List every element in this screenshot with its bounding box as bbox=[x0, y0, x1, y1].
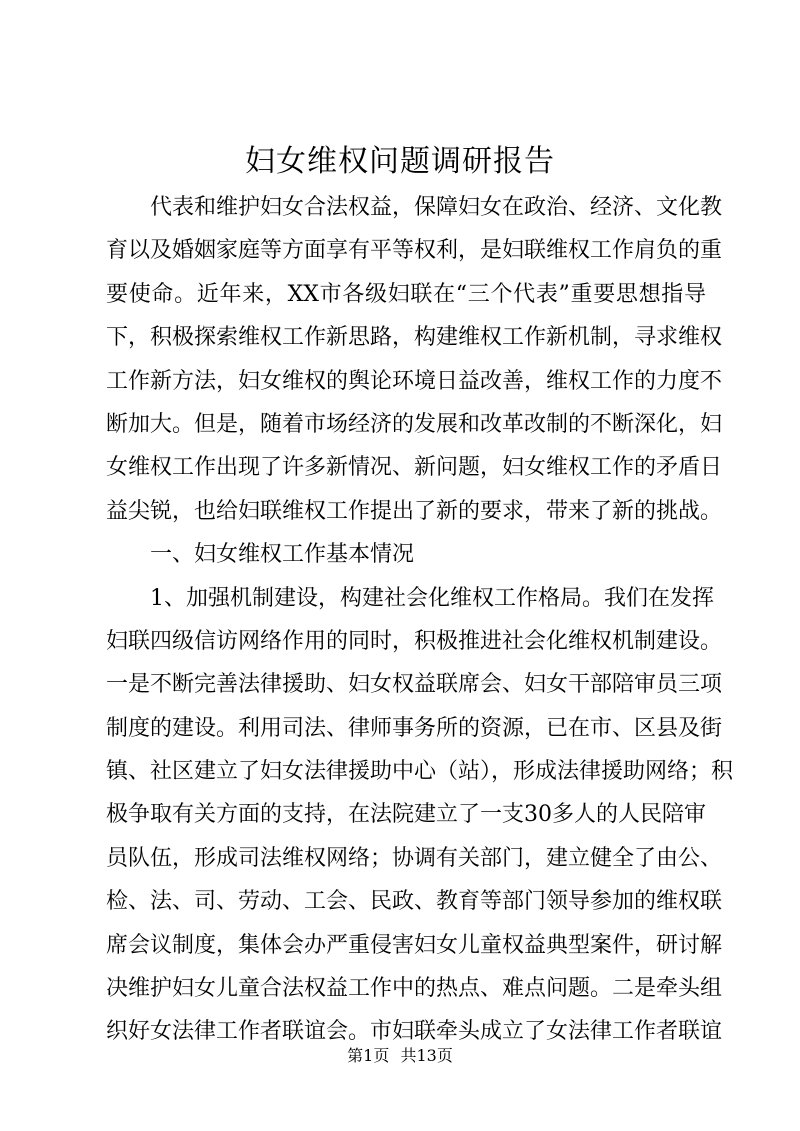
page-number: 第1页 bbox=[347, 1046, 390, 1065]
document-title: 妇女维权问题调研报告 bbox=[245, 144, 555, 179]
paragraph-line: 1、加强机制建设，构建社会化维权工作格局。我们在发挥 bbox=[150, 585, 714, 611]
paragraph-line: 一是不断完善法律援助、妇女权益联席会、妇女干部陪审员三项 bbox=[106, 672, 723, 698]
page-footer bbox=[0, 1046, 800, 1066]
page-total: 共13页 bbox=[400, 1046, 453, 1065]
paragraph-line: 工作新方法，妇女维权的舆论环境日益改善，维权工作的力度不 bbox=[106, 368, 723, 394]
paragraph-line: 妇联四级信访网络作用的同时，积极推进社会化维权机制建设。 bbox=[106, 628, 723, 654]
paragraph-line: 检、法、司、劳动、工会、民政、教育等部门领导参加的维权联 bbox=[106, 889, 723, 915]
paragraph-line: 益尖锐，也给妇联维权工作提出了新的要求，带来了新的挑战。 bbox=[106, 498, 723, 524]
paragraph-line: 织好女法律工作者联谊会。市妇联牵头成立了女法律工作者联谊 bbox=[106, 1019, 723, 1045]
paragraph-line: 要使命。近年来，XX市各级妇联在“三个代表”重要思想指导 bbox=[106, 281, 706, 307]
paragraph-line: 代表和维护妇女合法权益，保障妇女在政治、经济、文化教 bbox=[150, 195, 723, 220]
paragraph-line: 下，积极探索维权工作新思路，构建维权工作新机制，寻求维权 bbox=[106, 325, 723, 351]
paragraph-line: 断加大。但是，随着市场经济的发展和改革改制的不断深化，妇 bbox=[106, 411, 723, 437]
paragraph-line: 员队伍，形成司法维权网络；协调有关部门，建立健全了由公、 bbox=[106, 845, 723, 871]
section-heading: 一、妇女维权工作基本情况 bbox=[150, 542, 415, 568]
paragraph-line: 镇、社区建立了妇女法律援助中心（站），形成法律援助网络；积 bbox=[106, 759, 734, 785]
document-body bbox=[106, 186, 734, 1054]
paragraph-line: 决维护妇女儿童合法权益工作中的热点、难点问题。二是牵头组 bbox=[106, 976, 723, 1002]
paragraph-line: 女维权工作出现了许多新情况、新问题，妇女维权工作的矛盾日 bbox=[106, 455, 723, 481]
paragraph-line: 育以及婚姻家庭等方面享有平等权利，是妇联维权工作肩负的重 bbox=[106, 238, 723, 264]
paragraph-line: 席会议制度，集体会办严重侵害妇女儿童权益典型案件，研讨解 bbox=[106, 932, 723, 958]
paragraph-line: 极争取有关方面的支持，在法院建立了一支30多人的人民陪审 bbox=[106, 802, 706, 828]
paragraph-line: 制度的建设。利用司法、律师事务所的资源，已在市、区县及街 bbox=[106, 715, 723, 741]
